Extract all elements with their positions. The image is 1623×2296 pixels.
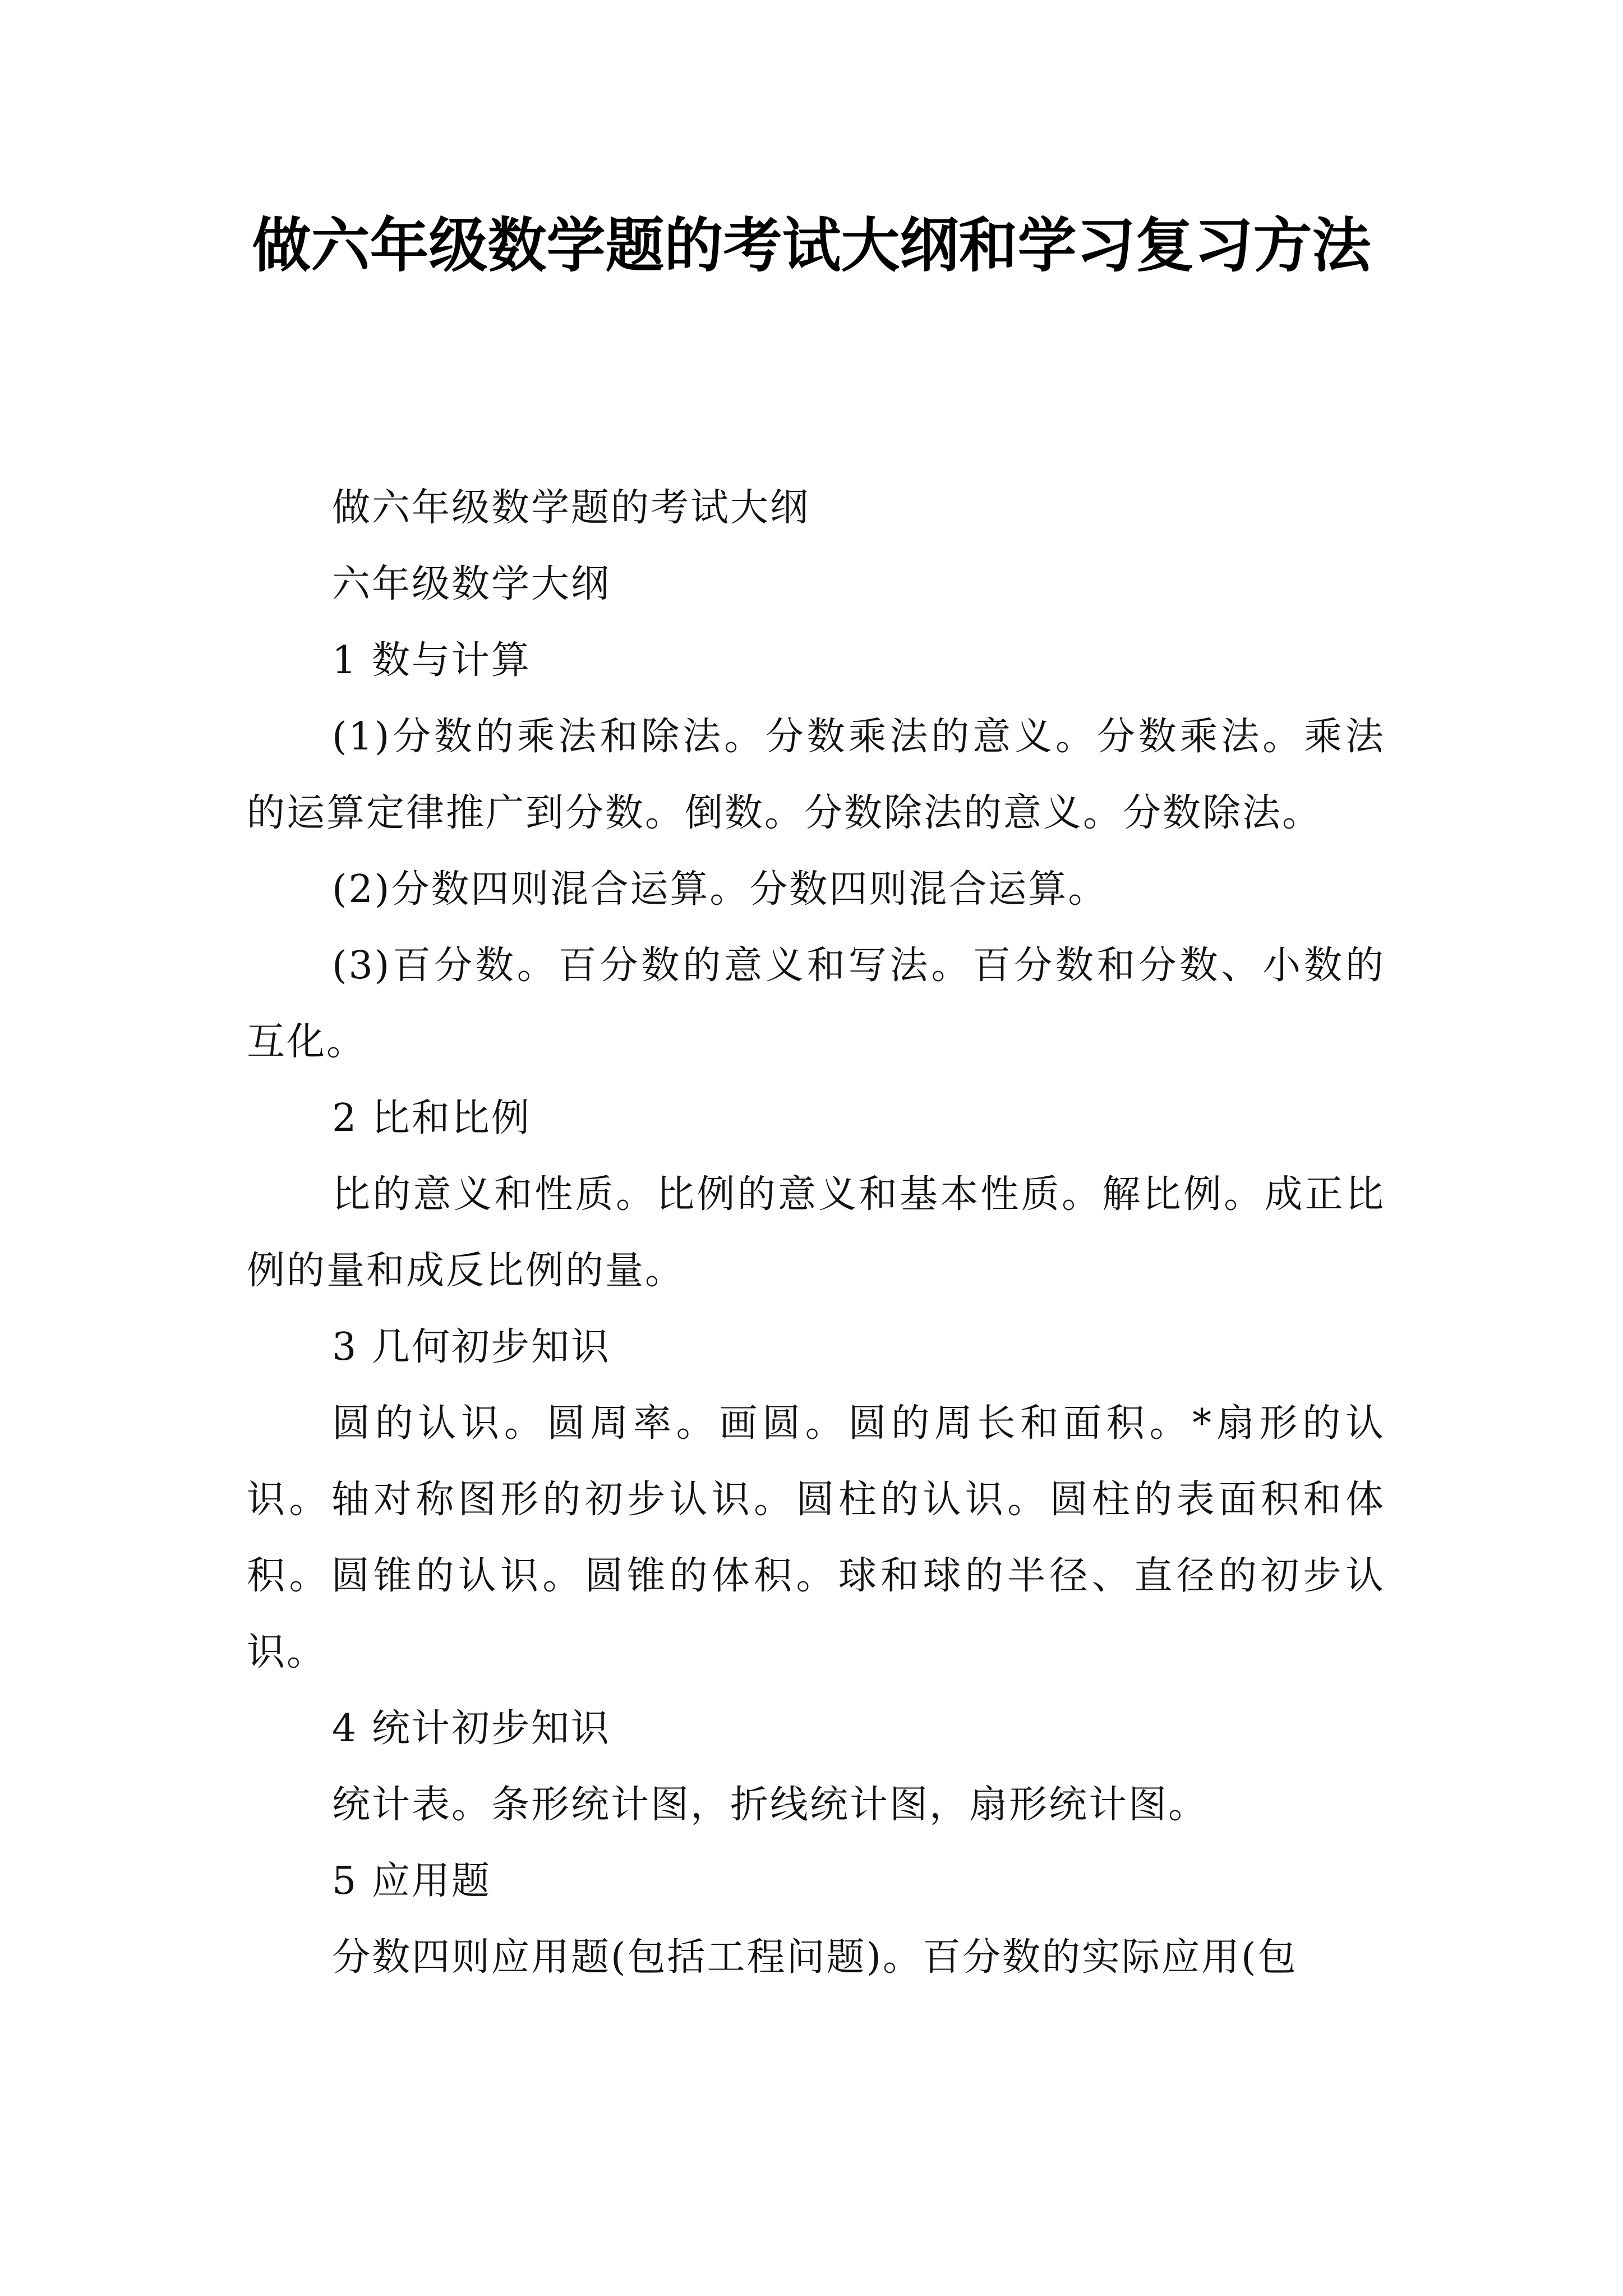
- document-title: 做六年级数学题的考试大纲和学习复习方法: [252, 210, 1371, 280]
- section-heading-statistics: 4 统计初步知识: [332, 1706, 611, 1751]
- section-heading-ratio-and-proportion: 2 比和比例: [332, 1096, 531, 1140]
- paragraph-geometry: 圆的认识。圆周率。画圆。圆的周长和面积。*扇形的认识。轴对称图形的初步认识。圆柱的认识。圆柱的表面积和体积。圆锥的认识。圆锥的体积。球和球的半径、直径的初步认识。: [247, 1401, 1385, 1674]
- paragraph-percentages: (3)百分数。百分数的意义和写法。百分数和分数、小数的互化。: [247, 944, 1385, 1064]
- paragraph-fraction-mixed-operations: (2)分数四则混合运算。分数四则混合运算。: [332, 867, 1108, 912]
- paragraph-exam-outline-heading: 做六年级数学题的考试大纲: [332, 486, 810, 530]
- section-heading-word-problems: 5 应用题: [332, 1859, 491, 1903]
- paragraph-ratio-and-proportion: 比的意义和性质。比例的意义和基本性质。解比例。成正比例的量和成反比例的量。: [247, 1172, 1385, 1293]
- document-body: [247, 470, 1385, 1996]
- section-heading-geometry: 3 几何初步知识: [332, 1325, 611, 1369]
- paragraph-math-outline-heading: 六年级数学大纲: [332, 562, 611, 606]
- section-heading-numbers-and-calculation: 1 数与计算: [332, 638, 531, 683]
- paragraph-statistics: 统计表。条形统计图，折线统计图，扇形统计图。: [332, 1783, 1209, 1827]
- paragraph-word-problems: 分数四则应用题(包括工程问题)。百分数的实际应用(包: [332, 1935, 1298, 1980]
- paragraph-fraction-multiplication-division: (1)分数的乘法和除法。分数乘法的意义。分数乘法。乘法的运算定律推广到分数。倒数。分数除法的意义。分数除法。: [247, 715, 1385, 835]
